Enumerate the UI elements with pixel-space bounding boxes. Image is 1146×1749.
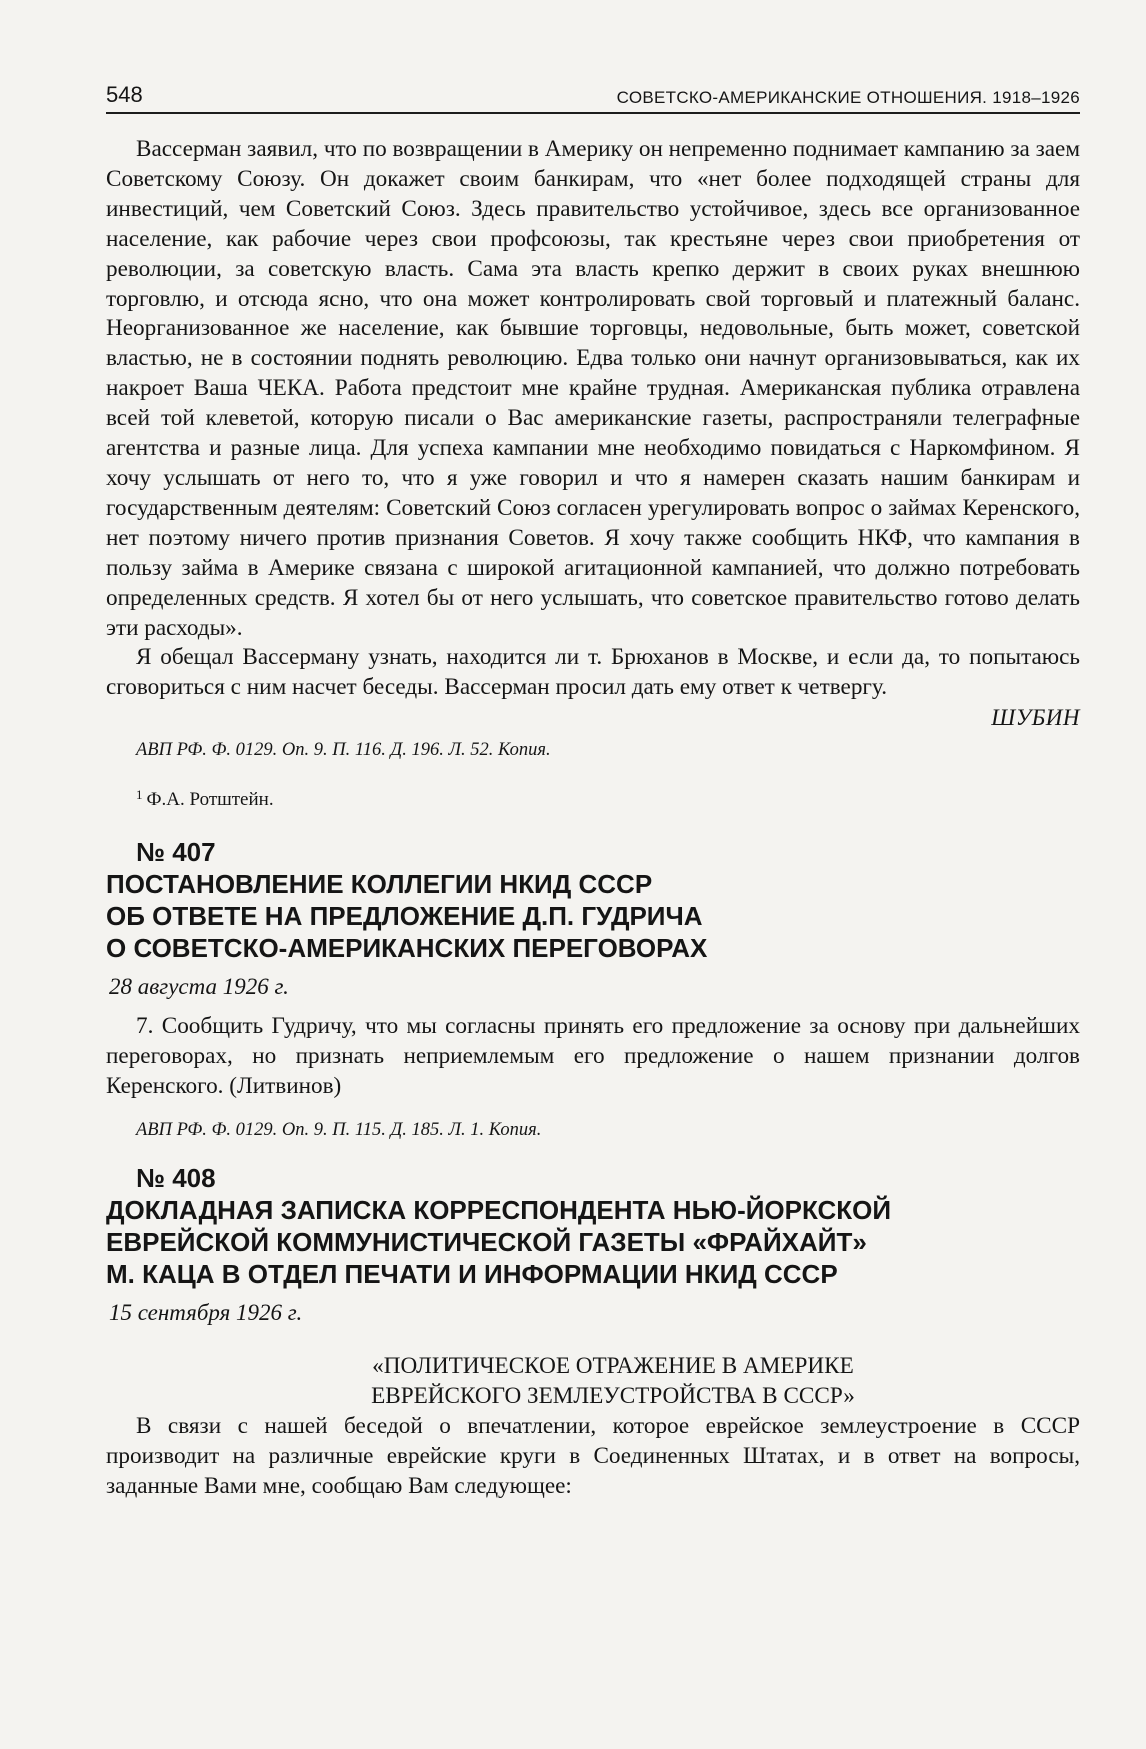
page-number: 548 xyxy=(106,82,143,107)
paragraph-goodrich-decision: 7. Сообщить Гудричу, что мы согласны принять его предложение за основу при дальнейших переговорах, но признать неприемлемым его предложение о нашем признании долгов Керенского. (Литвинов) xyxy=(106,1013,1080,1100)
title-line: ПОСТАНОВЛЕНИЕ КОЛЛЕГИИ НКИД СССР xyxy=(106,869,653,900)
footnote xyxy=(136,783,1080,812)
footnote-text: Ф.А. Ротштейн. xyxy=(146,789,274,811)
paragraph-memo-intro: В связи с нашей беседой о впечатлении, которое еврейское землеустроение в СССР производит на различные еврейские круги в Соединенных Штатах, и в ответ на вопросы, заданные Вами мне, сообщаю Вам следующее: xyxy=(106,1412,1080,1499)
document-title-407 xyxy=(106,868,1080,964)
book-title: СОВЕТСКО-АМЕРИКАНСКИЕ ОТНОШЕНИЯ. 1918–1926 xyxy=(616,88,1080,107)
document-date-407: 28 августа 1926 г. xyxy=(109,974,289,1000)
subtitle-line: «ПОЛИТИЧЕСКОЕ ОТРАЖЕНИЕ В АМЕРИКЕ xyxy=(372,1352,854,1379)
footnote-marker: 1 xyxy=(136,787,143,803)
running-header xyxy=(106,82,1080,114)
signature: ШУБИН xyxy=(991,705,1080,731)
title-line: О СОВЕТСКО-АМЕРИКАНСКИХ ПЕРЕГОВОРАХ xyxy=(106,933,708,964)
archive-reference-407: АВП РФ. Ф. 0129. Оп. 9. П. 115. Д. 185. Л. 1. Копия. xyxy=(136,1119,542,1140)
title-line: М. КАЦА В ОТДЕЛ ПЕЧАТИ И ИНФОРМАЦИИ НКИД СССР xyxy=(106,1258,838,1289)
title-line: ДОКЛАДНАЯ ЗАПИСКА КОРРЕСПОНДЕНТА НЬЮ-ЙОРКСКОЙ xyxy=(106,1194,892,1225)
document-date-408: 15 сентября 1926 г. xyxy=(109,1299,303,1325)
paragraph-promise: Я обещал Вассерману узнать, находится ли т. Брюханов в Москве, и если да, то попытаюсь сговориться с ним насчет беседы. Вассерман просил дать ему ответ к четвергу. xyxy=(106,644,1080,701)
document-title-408 xyxy=(106,1194,1080,1290)
title-line: ОБ ОТВЕТЕ НА ПРЕДЛОЖЕНИЕ Д.П. ГУДРИЧА xyxy=(106,901,703,932)
subtitle-line: ЕВРЕЙСКОГО ЗЕМЛЕУСТРОЙСТВА В СССР» xyxy=(371,1382,855,1409)
title-line: ЕВРЕЙСКОЙ КОММУНИСТИЧЕСКОЙ ГАЗЕТЫ «ФРАЙХАЙТ» xyxy=(106,1226,867,1257)
document-number-407: № 407 xyxy=(136,837,216,868)
paragraph-wasserman-statement: Вассерман заявил, что по возвращении в Америку он непременно поднимает кампанию за заем Советскому Союзу. Он докажет своим банкирам, что «нет более подходящей страны для инвестиций, чем Советский Союз. Здесь правительство устойчивое, здесь все организованное население, как рабочие через свои профсоюзы, так крестьяне через свои приобретения от революции, за советскую власть. Сама эта власть крепко держит в своих руках внешнюю торговлю, и отсюда ясно, что она может контролировать свой торговый и платежный баланс. Неорганизованное же население, как бывшие торговцы, недовольные, быть может, советской властью, не в состоянии поднять революцию. Едва только они начнут организовываться, как их накроет Ваша ЧЕКА. Работа предстоит мне крайне трудная. Американская публика отравлена всей той клеветой, которую писали о Вас американские газеты, распространяли телеграфные агентства и разные лица. Для успеха кампании мне необходимо повидаться с Наркомфином. Я хочу услышать от него то, что я уже говорил и что я намерен сказать нашим банкирам и государственным деятелям: Советский Союз согласен урегулировать вопрос о займах Керенского, нет поэтому ничего против признания Советов. Я хочу также сообщить НКФ, что кампания в пользу займа в Америке связана с широкой агитационной кампанией, что должно потребовать определенных средств. Я хотел бы от него услышать, что советское правительство готово делать эти расходы». xyxy=(106,136,1080,641)
memo-subtitle xyxy=(106,1352,1080,1412)
document-number-408: № 408 xyxy=(136,1162,216,1193)
archive-reference: АВП РФ. Ф. 0129. Оп. 9. П. 116. Д. 196. Л. 52. Копия. xyxy=(136,740,551,761)
